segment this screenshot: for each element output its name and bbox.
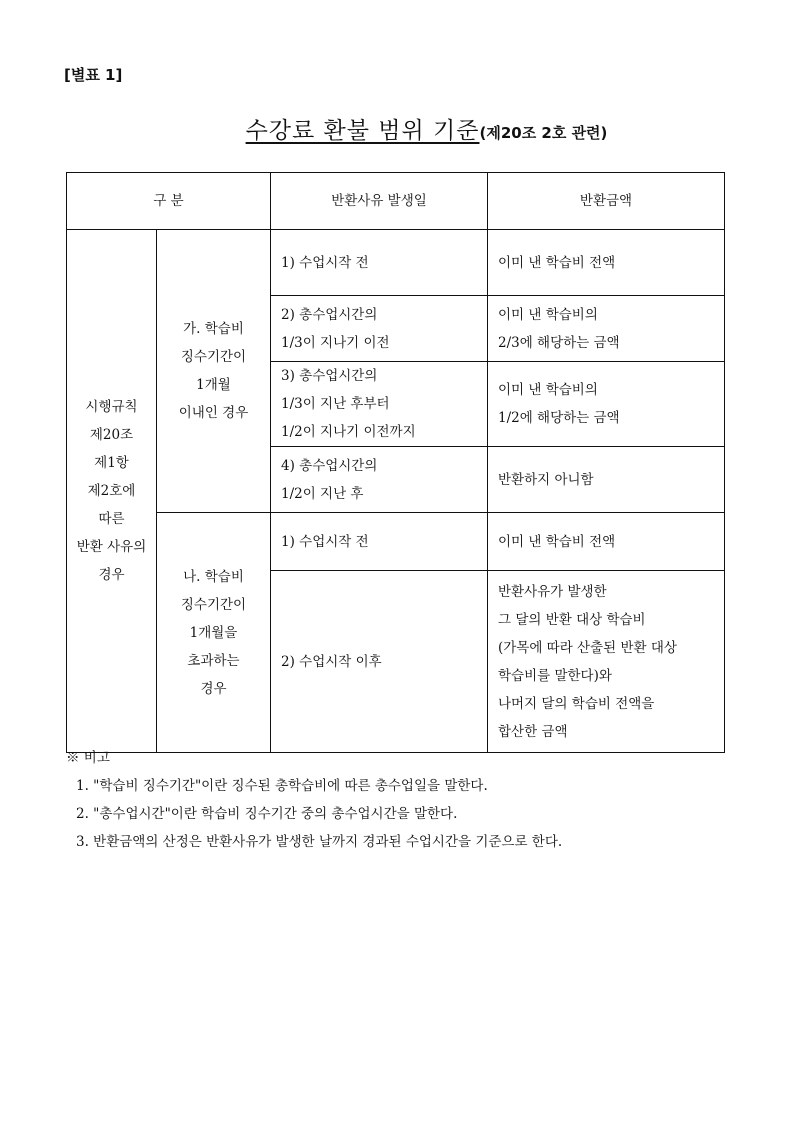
header-row — [67, 173, 725, 230]
group-a-label: 가. 학습비 징수기간이 1개월 이내인 경우 — [157, 230, 271, 513]
notes-heading: ※ 비고 — [66, 750, 110, 766]
note-item: 1. "학습비 징수기간"이란 징수된 총학습비에 따른 총수업일을 말한다. — [76, 778, 488, 794]
occurrence-cell: 1) 수업시작 전 — [271, 230, 488, 296]
amount-cell: 이미 낸 학습비 전액 — [488, 513, 725, 571]
amount-cell: 이미 낸 학습비의 1/2에 해당하는 금액 — [488, 362, 725, 447]
amount-cell: 이미 낸 학습비 전액 — [488, 230, 725, 296]
occurrence-cell: 2) 수업시작 이후 — [271, 571, 488, 753]
note-item: 2. "총수업시간"이란 학습비 징수기간 중의 총수업시간을 말한다. — [76, 806, 458, 822]
annex-label: [별표 1] — [64, 66, 123, 84]
header-category: 구 분 — [67, 173, 271, 230]
occurrence-cell: 1) 수업시작 전 — [271, 513, 488, 571]
refund-table — [66, 172, 725, 753]
amount-cell: 이미 낸 학습비의 2/3에 해당하는 금액 — [488, 296, 725, 362]
title-main: 수강료 환불 범위 기준 — [245, 118, 480, 144]
notes-section — [66, 744, 746, 856]
table-row — [67, 513, 725, 571]
header-occurrence: 반환사유 발생일 — [271, 173, 488, 230]
note-item: 3. 반환금액의 산정은 반환사유가 발생한 날까지 경과된 수업시간을 기준으로 한다. — [76, 834, 563, 850]
amount-cell: 반환하지 아니함 — [488, 447, 725, 513]
amount-cell: 반환사유가 발생한 그 달의 반환 대상 학습비 (가목에 따라 산출된 반환 대상 학습비를 말한다)와 나머지 달의 학습비 전액을 합산한 금액 — [488, 571, 725, 753]
title-sub: (제20조 2호 관련) — [479, 124, 608, 142]
header-amount: 반환금액 — [488, 173, 725, 230]
occurrence-cell: 4) 총수업시간의 1/2이 지난 후 — [271, 447, 488, 513]
regulation-cell: 시행규칙 제20조 제1항 제2호에 따른 반환 사유의 경우 — [67, 230, 157, 753]
occurrence-cell: 2) 총수업시간의 1/3이 지나기 이전 — [271, 296, 488, 362]
document-title — [0, 112, 793, 145]
table-row — [67, 230, 725, 296]
group-b-label: 나. 학습비 징수기간이 1개월을 초과하는 경우 — [157, 513, 271, 753]
occurrence-cell: 3) 총수업시간의 1/3이 지난 후부터 1/2이 지나기 이전까지 — [271, 362, 488, 447]
